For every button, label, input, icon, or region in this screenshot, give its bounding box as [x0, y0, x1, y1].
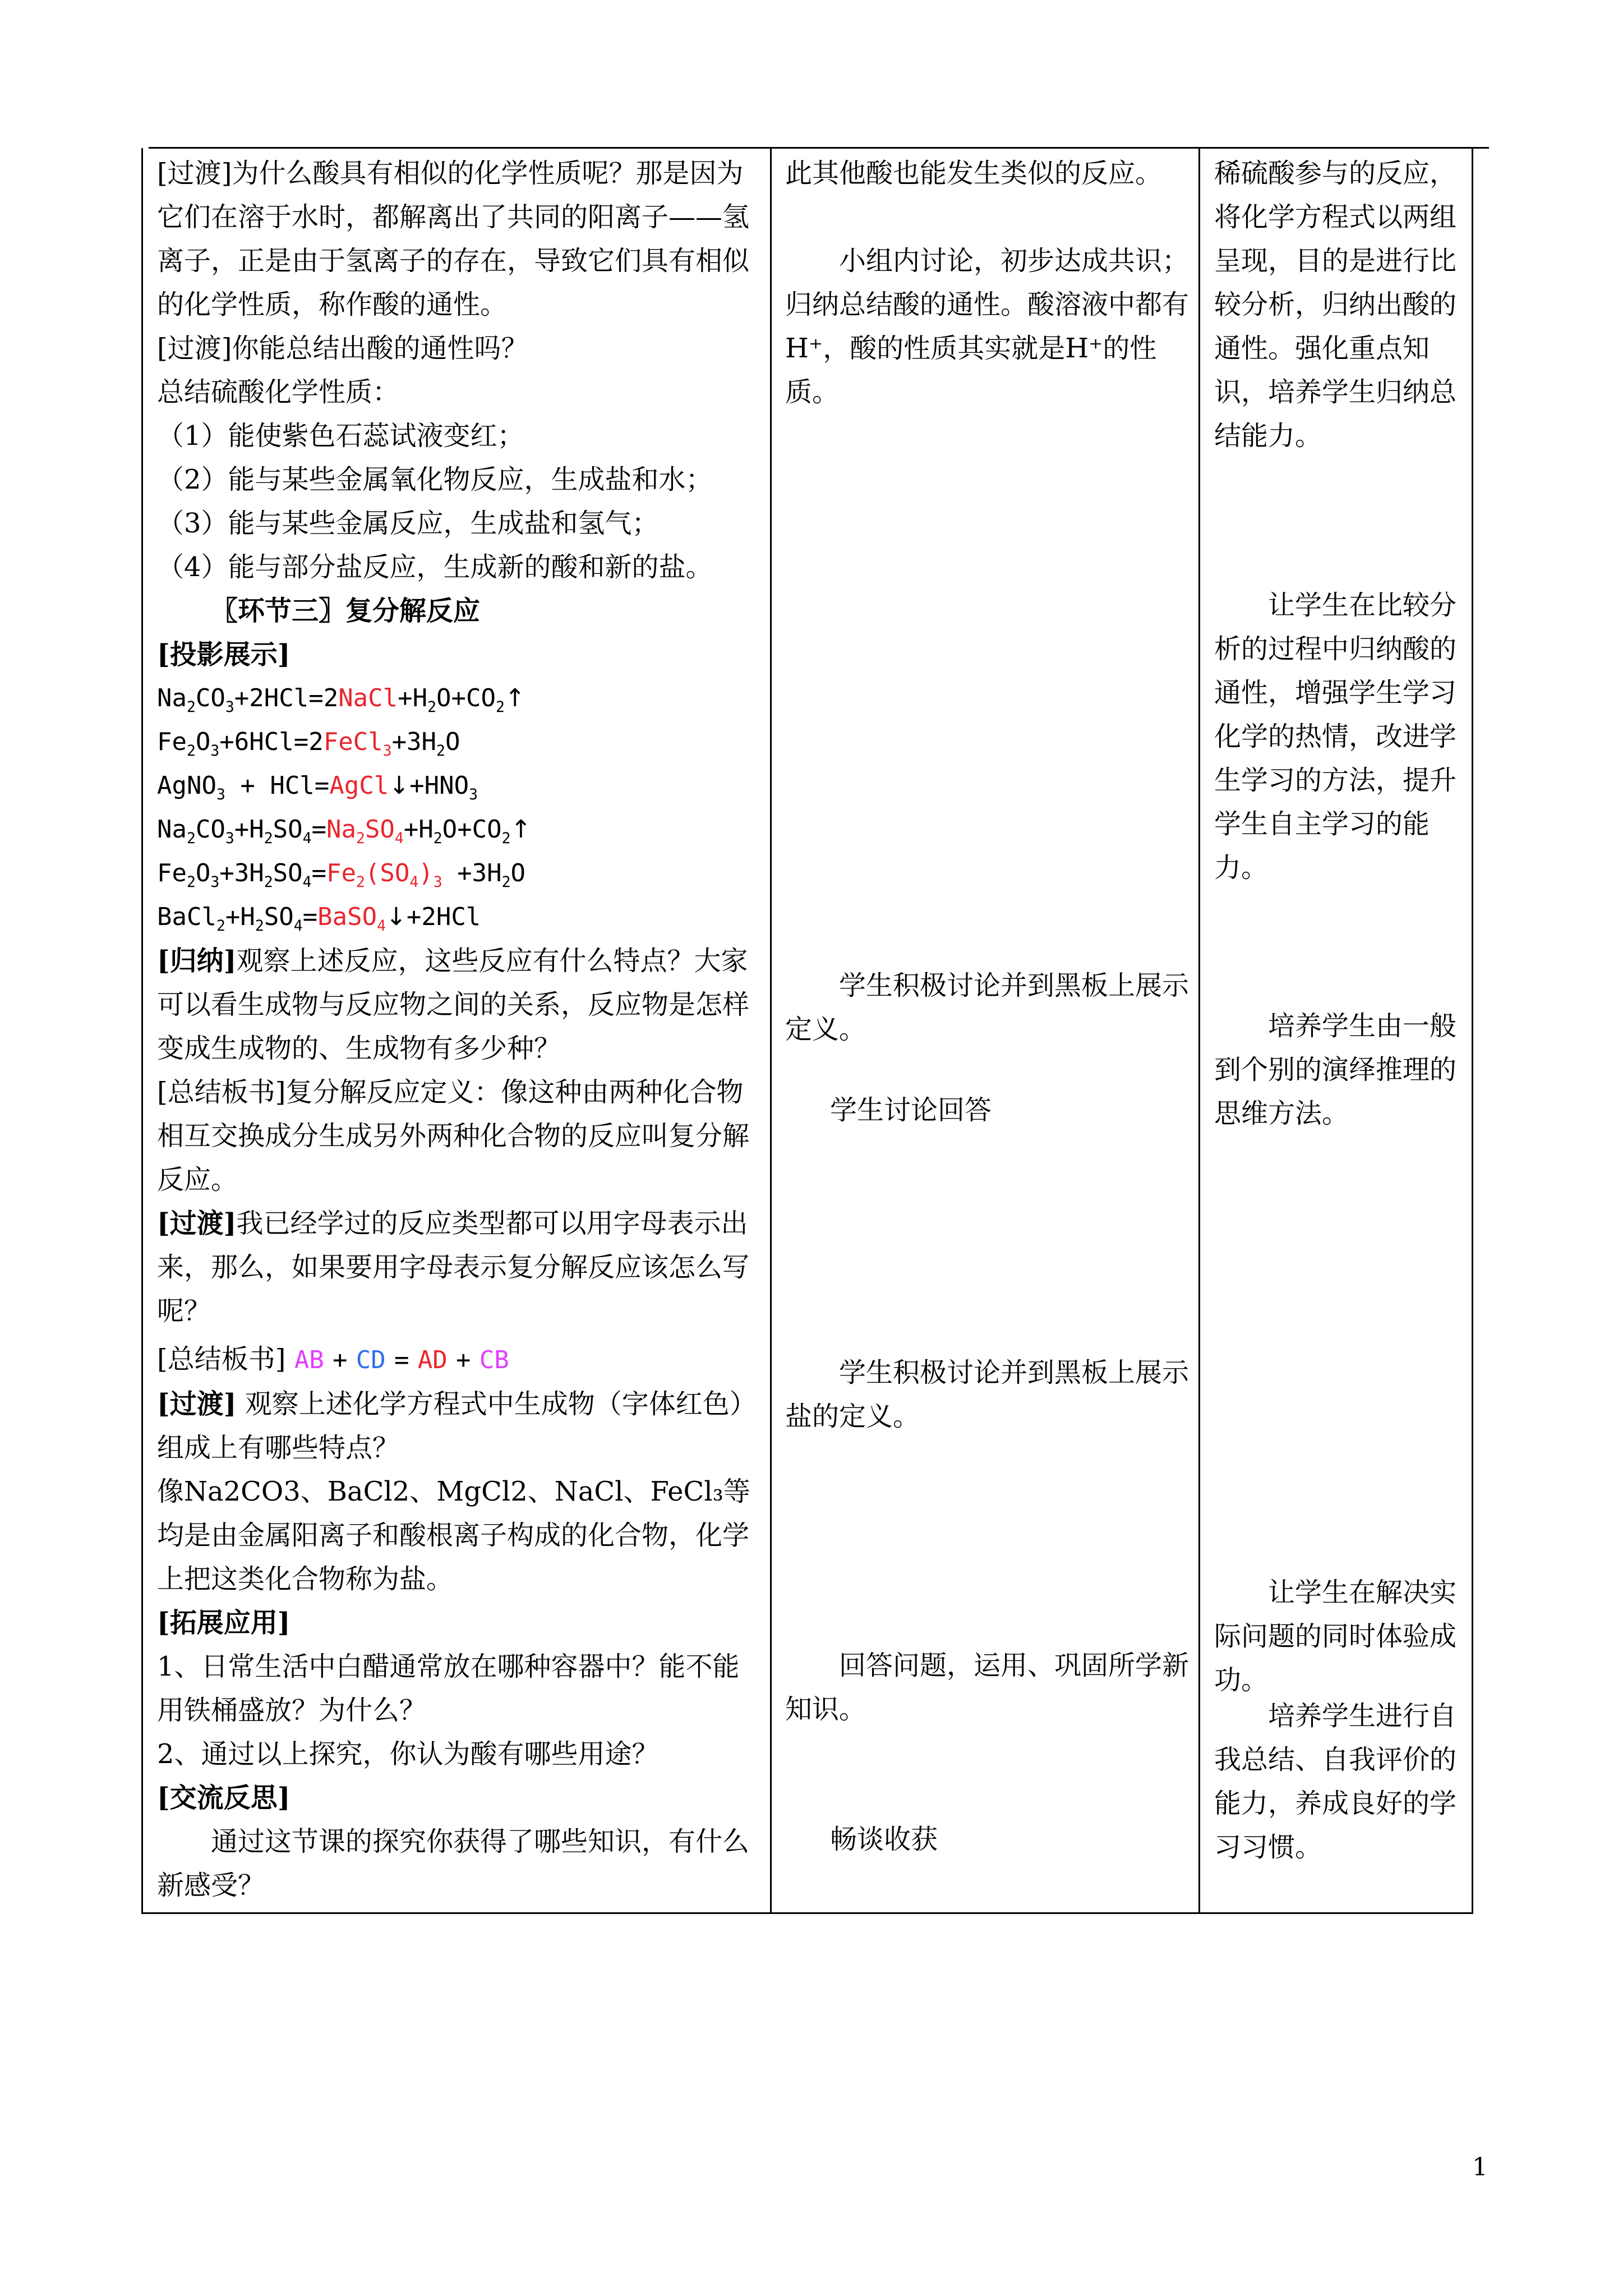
- property-1: （1）能使紫色石蕊试液变红；: [157, 420, 524, 452]
- induce-label: [归纳]: [157, 945, 237, 977]
- property-2: （2）能与某些金属氧化物反应，生成盐和水；: [157, 464, 713, 495]
- reflection-text: 通过这节课的探究你获得了哪些知识，有什么新感受？: [157, 1826, 750, 1901]
- intent-text-4: 让学生在解决实际问题的同时体验成功。: [1214, 1577, 1457, 1696]
- summary-text: 复分解反应定义：像这种由两种化合物相互交换成分生成另外两种化合物的反应叫复分解反应。: [157, 1076, 750, 1195]
- formula-cd: CD: [356, 1346, 386, 1374]
- transition-letters-label: [过渡]: [157, 1208, 237, 1239]
- sulfuric-acid-summary-title: 总结硫酸化学性质：: [157, 376, 400, 408]
- student-text-7: 畅谈收获: [830, 1824, 938, 1855]
- formula-ad: AD: [417, 1346, 448, 1374]
- projection-label: [投影展示]: [157, 639, 291, 670]
- student-text-1: 此其他酸也能发生类似的反应。: [785, 158, 1163, 189]
- intent-text-2: 让学生在比较分析的过程中归纳酸的通性，增强学生学习化学的热情，改进学生学习的方法，提升学生自主学习的能力。: [1214, 590, 1457, 884]
- page-number: 1: [1472, 2153, 1488, 2182]
- property-3: （3）能与某些金属反应，生成盐和氢气；: [157, 508, 659, 539]
- intent-text-1: 稀硫酸参与的反应，将化学方程式以两组呈现，目的是进行比较分析，归纳出酸的通性。强化重点知识，培养学生归纳总结能力。: [1214, 158, 1457, 452]
- equation-1: $Na_2CO_3+2HCl=2NaCl+H_2O+CO_2↑$: [157, 684, 525, 716]
- formula-plus-2: +: [456, 1346, 471, 1374]
- application-question-1: 1、日常生活中白醋通常放在哪种容器中？能不能用铁桶盛放？为什么？: [157, 1651, 740, 1726]
- section-title: 〖环节三〗复分解反应: [211, 595, 481, 627]
- salt-definition: 像Na2CO3、BaCl2、MgCl2、NaCl、FeCl₃等均是由金属阳离子和酸根离子构成的化合物，化学上把这类化合物称为盐。: [157, 1476, 750, 1595]
- intent-text-3: 培养学生由一般到个别的演绎推理的思维方法。: [1214, 1010, 1457, 1129]
- equation-6: $BaCl_2+H_2SO_4=BaSO_4↓+2HCl$: [157, 903, 481, 935]
- formula-label: [总结板书]: [157, 1343, 286, 1375]
- product-features-text: 观察上述化学方程式中生成物（字体红色）组成上有哪些特点？: [157, 1388, 757, 1464]
- equation-2: $Fe_2O_3+6HCl=2FeCl_3+3H_2O$: [157, 728, 460, 760]
- teacher-activity-column: [157, 151, 760, 1907]
- student-text-4: 学生讨论回答: [830, 1094, 992, 1126]
- formula-cb: CB: [479, 1346, 509, 1374]
- transition-letters-paragraph: [157, 1202, 760, 1333]
- summary-label: [总结板书]: [157, 1076, 286, 1108]
- equation-4: $Na_2CO_3+H_2SO_4=Na_2SO_4+H_2O+CO_2↑$: [157, 815, 532, 847]
- property-4: （4）能与部分盐反应，生成新的酸和新的盐。: [157, 551, 713, 583]
- formula-equals: =: [394, 1346, 409, 1374]
- equation-3: AgNO$_3$ + $HCl=AgCl↓+HNO_3$: [157, 771, 478, 803]
- transition-question: [过渡]你能总结出酸的通性吗？: [157, 333, 528, 364]
- induce-paragraph: [157, 939, 760, 1070]
- product-features-label: [过渡]: [157, 1388, 237, 1420]
- student-text-6: 回答问题，运用、巩固所学新知识。: [785, 1650, 1189, 1725]
- formula-plus-1: +: [332, 1346, 348, 1374]
- summary-paragraph: [157, 1070, 760, 1202]
- equation-list: [157, 677, 760, 939]
- student-text-5: 学生积极讨论并到黑板上展示盐的定义。: [785, 1357, 1189, 1432]
- column-divider-1: [770, 148, 772, 1914]
- equation-5: $Fe_2O_3+3H_2SO_4=Fe_2(SO_4)_3 +3H_2O$: [157, 859, 526, 891]
- transition-letters-text: 我已经学过的反应类型都可以用字母表示出来，那么，如果要用字母表示复分解反应该怎么写呢？: [157, 1208, 750, 1327]
- formula-ab: AB: [294, 1346, 324, 1374]
- induce-text: 观察上述反应，这些反应有什么特点？大家可以看生成物与反应物之间的关系，反应物是怎样变成生成物的、生成物有多少种？: [157, 945, 750, 1064]
- product-features-paragraph: [157, 1382, 760, 1470]
- application-question-2: 2、通过以上探究，你认为酸有哪些用途？: [157, 1738, 659, 1770]
- application-label: [拓展应用]: [157, 1607, 291, 1639]
- transition-paragraph: [过渡]为什么酸具有相似的化学性质呢？那是因为它们在溶于水时，都解离出了共同的阳离子——氢离子，正是由于氢离子的存在，导致它们具有相似的化学性质，称作酸的通性。: [157, 158, 750, 320]
- column-divider-2: [1198, 148, 1200, 1914]
- general-formula: [157, 1337, 760, 1382]
- intent-text-5: 培养学生进行自我总结、自我评价的能力，养成良好的学习习惯。: [1214, 1700, 1457, 1863]
- reflection-label: [交流反思]: [157, 1782, 291, 1814]
- student-text-3: 学生积极讨论并到黑板上展示定义。: [785, 970, 1189, 1045]
- student-text-2: 小组内讨论，初步达成共识；归纳总结酸的通性。酸溶液中都有H⁺，酸的性质其实就是H⁺的性质。: [785, 245, 1189, 408]
